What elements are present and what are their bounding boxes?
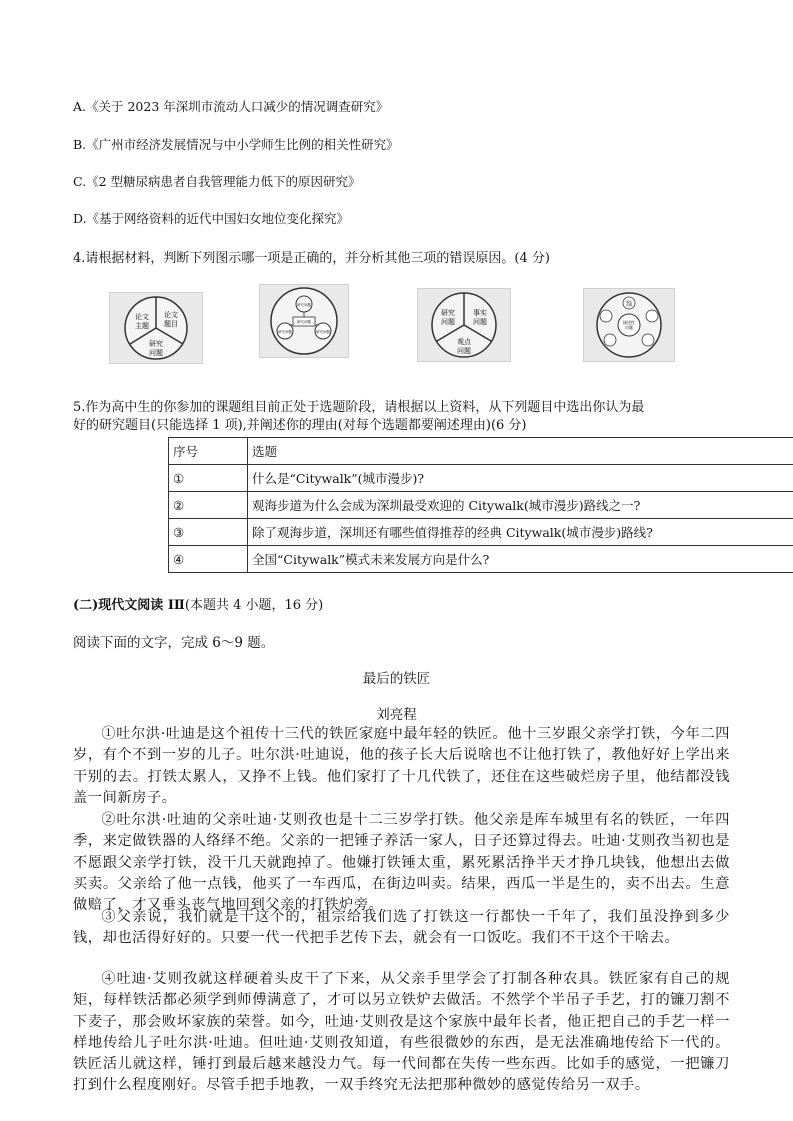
table-row xyxy=(169,492,793,519)
table-cell: 除了观海步道，深圳还有哪些值得推荐的经典 Citywalk(城市漫步)路线? xyxy=(248,519,793,546)
table-row xyxy=(169,465,793,492)
figure-1 xyxy=(109,292,203,364)
fig2-label: 研究问题 xyxy=(297,303,311,307)
question-5-line-2: 好的研究题目(只能选择 1 项),并阐述你的理由(对每个选题都要阐述理由)(6 分) xyxy=(73,418,527,433)
question-5-line-1: 5.作为高中生的你参加的课题组目前正处于选题阶段，请根据以上资料，从下列题目中选出你认为最 xyxy=(73,400,645,415)
table-cell: ② xyxy=(169,492,248,519)
article-paragraph-4: ④吐迪·艾则孜就这样硬着头皮干了下来，从父亲手里学会了打制各种农具。铁匠家有自己的规矩，每样铁活都必须学到师傅满意了，才可以另立铁炉去做活。不然学个半吊子手艺，打的镰刀割不下麦子，那会败坏家族的荣誉。如今，吐迪·艾则孜是这个家族中最年长者，他正把自己的手艺一样一样地传给儿子吐尔洪·吐迪。但吐迪·艾则孜知道，有些很微妙的东西，是无法准确地传给下一代的。铁匠活儿就这样，锤打到最后越来越没力气。每一代间都在失传一些东西。比如手的感觉，一把镰刀打到什么程度刚好。尽管手把手地教，一双手终究无法把那种微妙的感觉传给另一双手。 xyxy=(73,971,730,1094)
figure-3 xyxy=(417,288,511,362)
table-cell: 全国“Citywalk”模式未来发展方向是什么? xyxy=(248,546,793,573)
fig1-label: 题目 xyxy=(164,320,178,328)
table-cell: 观海步道为什么会成为深圳最受欢迎的 Citywalk(城市漫步)路线之一? xyxy=(248,492,793,519)
fig1-label: 论文 xyxy=(135,313,149,321)
section-heading xyxy=(73,594,323,613)
article-title: 最后的铁匠 xyxy=(362,671,431,687)
figure-4 xyxy=(583,288,675,362)
table-cell: ① xyxy=(169,465,248,492)
section-title: (二)现代文阅读 IⅡ xyxy=(73,598,185,613)
figure-2 xyxy=(259,284,349,358)
fig4-label: 事实 xyxy=(625,300,633,304)
table-row xyxy=(169,546,793,573)
fig3-label: 事实 xyxy=(473,309,487,317)
fig2-label: 研究问题 xyxy=(297,320,311,324)
table-cell: 什么是“Citywalk”(城市漫步)? xyxy=(248,465,793,492)
fig3-label: 问题 xyxy=(441,318,455,326)
table-header-row xyxy=(169,438,793,465)
article-author: 刘亮程 xyxy=(376,707,417,723)
article-paragraph-2: ②吐尔洪·吐迪的父亲吐迪·艾则孜也是十二三岁学打铁。他父亲是库车城里有名的铁匠，一年四季，来定做铁器的人络绎不绝。父亲的一把锤子养活一家人，日子还算过得去。吐迪·艾则孜当初也是不愿跟父亲学打铁，没干几天就跑掉了。他嫌打铁锤太重，累死累活挣半天才挣几块钱，他想出去做买卖。父亲给了他一点钱，他买了一车西瓜，在街边叫卖。结果，西瓜一半是生的，卖不出去。生意做赔了，才又垂头丧气地回到父亲的打铁炉旁。 xyxy=(73,812,730,914)
article-paragraph-1: ①吐尔洪·吐迪是这个祖传十三代的铁匠家庭中最年轻的铁匠。他十三岁跟父亲学打铁，今年二四岁，有个不到一岁的儿子。吐尔洪·吐迪说，他的孩子长大后说啥也不让他打铁了，教他好好上学出来干别的去。打铁太累人，又挣不上钱。他们家打了十几代铁了，还住在这些破烂房子里，他结都没钱盖一间新房子。 xyxy=(73,726,730,806)
fig1-label: 主题 xyxy=(135,322,149,330)
fig2-label: 研究问题 xyxy=(316,330,330,334)
section-detail: (本题共 4 小题，16 分) xyxy=(184,598,324,613)
fig4-label: 描述性 xyxy=(623,320,635,325)
fig3-label: 研究 xyxy=(441,309,455,317)
question-4: 4.请根据材料，判断下列图示哪一项是正确的，并分析其他三项的错误原因。(4 分) xyxy=(73,251,550,266)
fig3-label: 问题 xyxy=(473,318,487,326)
fig3-label: 问题 xyxy=(457,347,471,355)
table-cell: ④ xyxy=(169,546,248,573)
fig1-label: 研究 xyxy=(149,340,163,348)
fig1-label: 论文 xyxy=(164,311,178,319)
fig4-label: 问题 xyxy=(625,325,633,330)
fig1-label: 问题 xyxy=(149,349,163,357)
fig3-label: 观点 xyxy=(457,338,471,346)
table-header: 选题 xyxy=(248,438,793,465)
article-paragraph-3: ③父亲说，我们就是干这个的，祖宗给我们选了打铁这一行都快一千年了，我们虽没挣到多少钱，却也活得好好的。只要一代一代把手艺传下去，就会有一口饭吃。我们不干这个干啥去。 xyxy=(73,909,730,947)
option-b: B.《广州市经济发展情况与中小学师生比例的相关性研究》 xyxy=(73,137,399,152)
fig2-label: 研究问题 xyxy=(278,330,292,334)
option-c: C.《2 型糖尿病患者自我管理能力低下的原因研究》 xyxy=(73,174,361,189)
option-d: D.《基于网络资料的近代中国妇女地位变化探究》 xyxy=(73,211,350,226)
table-row xyxy=(169,519,793,546)
table-cell: ③ xyxy=(169,519,248,546)
table-header: 序号 xyxy=(169,438,248,465)
fig4-label: 问题 xyxy=(625,303,633,307)
option-a: A.《关于 2023 年深圳市流动人口减少的情况调查研究》 xyxy=(73,99,389,114)
topic-table xyxy=(168,437,793,573)
reading-instruction: 阅读下面的文字，完成 6～9 题。 xyxy=(73,635,275,651)
figure-row xyxy=(0,284,793,370)
